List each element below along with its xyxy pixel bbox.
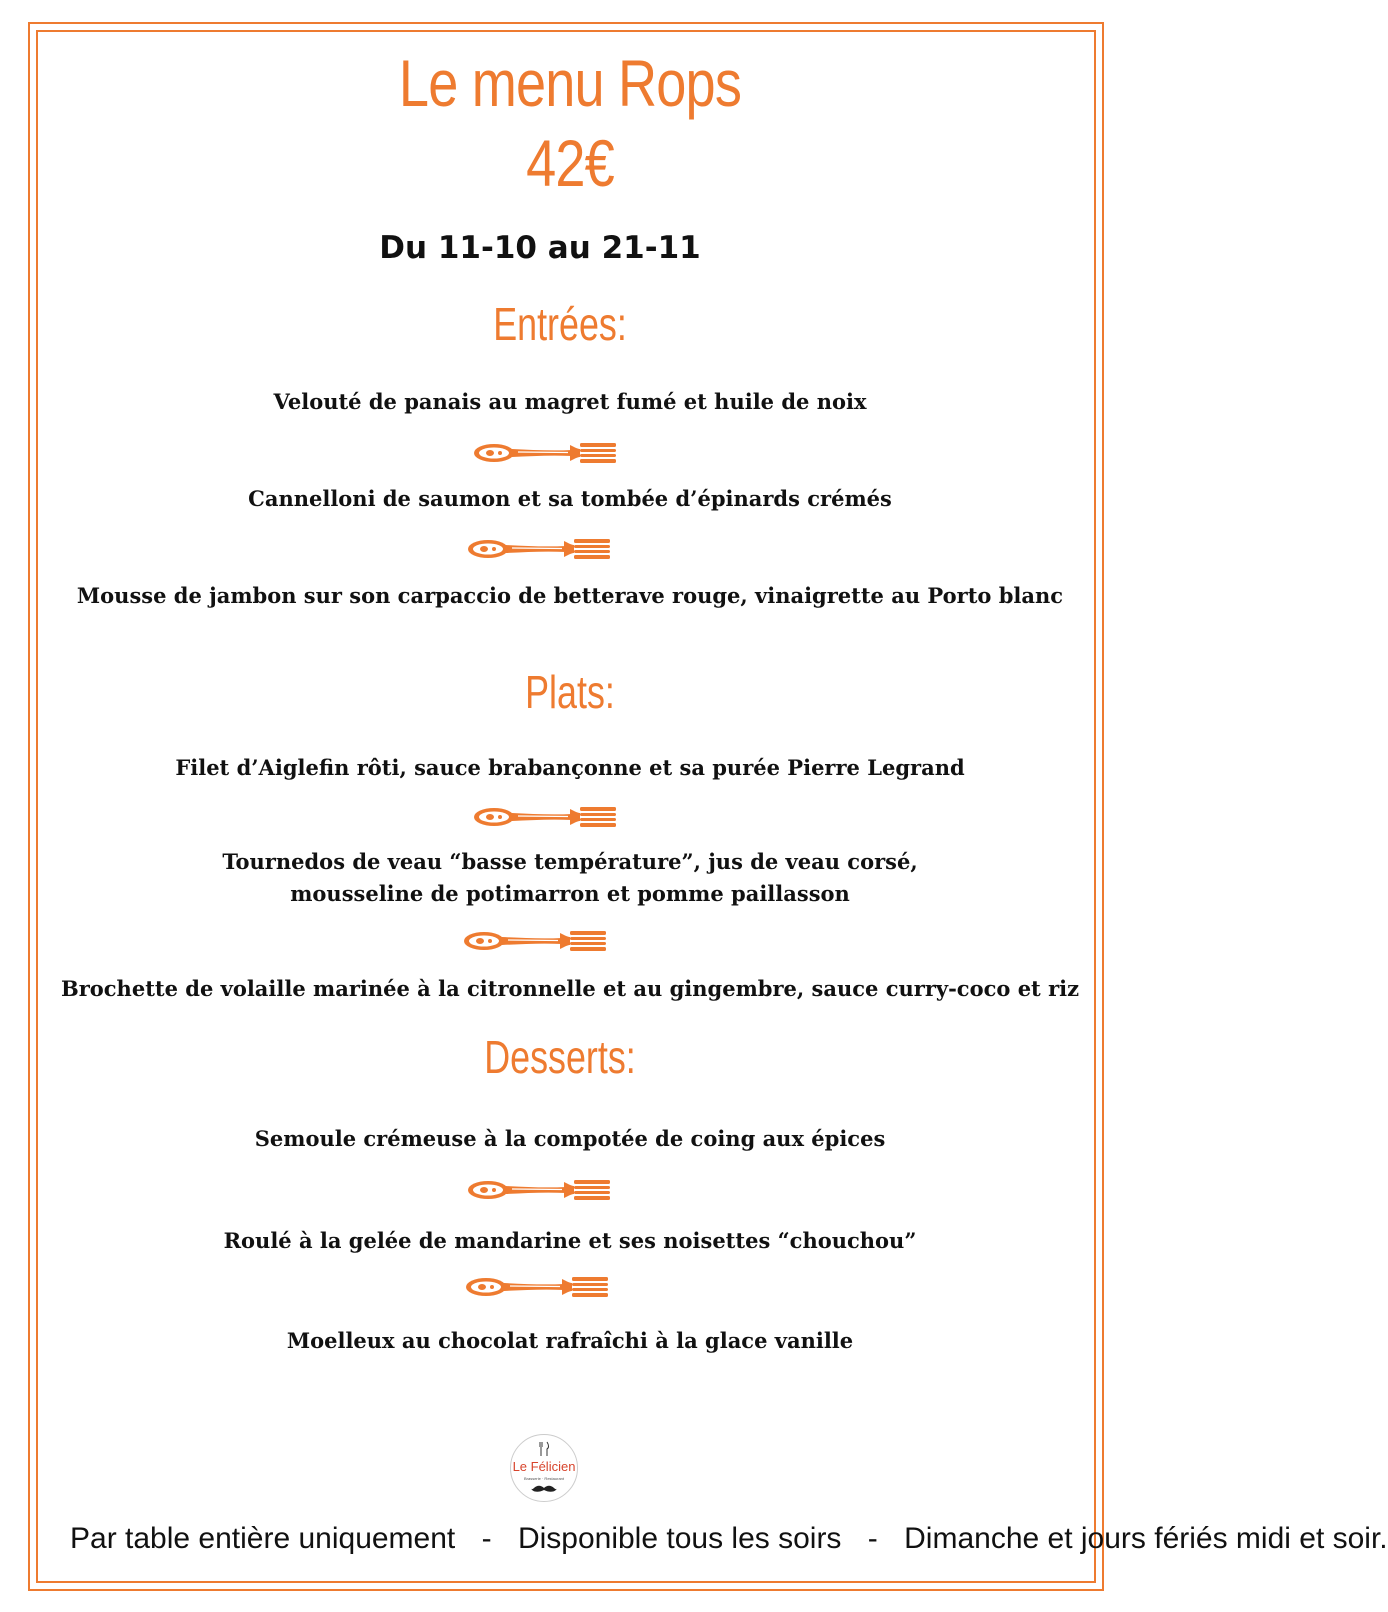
plat-dish-1: Filet d’Aiglefin rôti, sauce brabançonne et sa purée Pierre Legrand — [175, 755, 965, 780]
entree-dish-1: Velouté de panais au magret fumé et huile de noix — [273, 389, 867, 414]
footer-note-evenings: Disponible tous les soirs — [517, 1522, 842, 1555]
fork-divider-icon — [462, 928, 608, 954]
dessert-dish-2: Roulé à la gelée de mandarine et ses noisettes “chouchou” — [223, 1228, 917, 1253]
menu-title: Le menu Rops — [398, 46, 742, 120]
plat-dish-3: Brochette de volaille marinée à la citronnelle et au gingembre, sauce curry-coco et riz — [60, 976, 1080, 1001]
footer-note-sundays: Dimanche et jours fériés midi et soir. — [904, 1522, 1388, 1555]
entree-dish-3: Mousse de jambon sur son carpaccio de betterave rouge, vinaigrette au Porto blanc — [76, 583, 1064, 608]
fork-divider-icon — [472, 804, 618, 830]
section-entrees-title: Entrées: — [493, 298, 627, 350]
section-plats-title: Plats: — [525, 666, 615, 718]
mustache-icon — [531, 1485, 557, 1493]
menu-price: 42€ — [526, 126, 614, 200]
menu-dates: Du 11-10 au 21-11 — [379, 230, 701, 266]
entree-dish-2: Cannelloni de saumon et sa tombée d’épinards crémés — [248, 486, 892, 511]
dessert-dish-3: Moelleux au chocolat rafraîchi à la glace vanille — [286, 1328, 854, 1353]
fork-divider-icon — [472, 440, 618, 466]
cutlery-icon — [538, 1441, 550, 1457]
plat-dish-2-line1: Tournedos de veau “basse température”, jus de veau corsé, — [222, 849, 918, 874]
fork-divider-icon — [464, 1274, 610, 1300]
footer-note-table: Par table entière uniquement — [70, 1522, 456, 1555]
logo-name: Le Félicien — [512, 1459, 576, 1474]
fork-divider-icon — [466, 536, 612, 562]
restaurant-logo — [510, 1434, 578, 1502]
section-desserts-title: Desserts: — [484, 1031, 636, 1083]
logo-subtitle: Brasserie · Restaurant — [523, 1476, 564, 1481]
footer-separator: - — [481, 1522, 492, 1555]
footer-notes — [70, 1522, 1388, 1562]
fork-divider-icon — [466, 1177, 612, 1203]
plat-dish-2-line2: mousseline de potimarron et pomme paillasson — [290, 881, 850, 906]
dessert-dish-1: Semoule crémeuse à la compotée de coing aux épices — [254, 1126, 886, 1151]
footer-separator: - — [867, 1522, 878, 1555]
